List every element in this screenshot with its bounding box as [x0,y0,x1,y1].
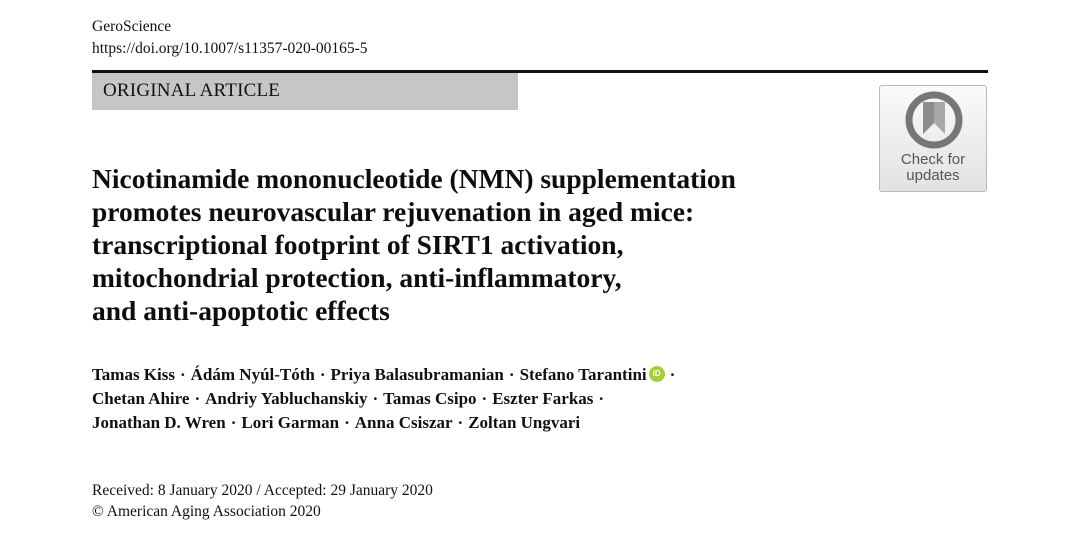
title-line: and anti-apoptotic effects [92,295,390,326]
author-name[interactable]: Anna Csiszar [354,413,453,432]
author-name[interactable]: Lori Garman [241,413,340,432]
badge-label-line1: Check for [900,151,966,168]
author-name[interactable]: Eszter Farkas [492,389,594,408]
author-line [92,411,680,435]
author-name[interactable]: Zoltan Ungvari [468,413,581,432]
author-separator: · [194,389,201,408]
author-line [92,363,680,387]
title-line: mitochondrial protection, anti-inflammatory, [92,262,622,293]
author-name[interactable]: Jonathan D. Wren [92,413,226,432]
author-line [92,387,680,411]
author-separator: · [669,365,676,384]
author-separator: · [319,365,326,384]
author-separator: · [598,389,605,408]
author-name[interactable]: Priya Balasubramanian [330,365,504,384]
article-title [92,162,852,327]
author-name[interactable]: Tamas Kiss [92,365,175,384]
article-type-banner: ORIGINAL ARTICLE [92,73,518,110]
author-list [92,363,680,435]
author-separator: · [179,365,186,384]
author-name[interactable]: Ádám Nyúl-Tóth [190,365,315,384]
author-name[interactable]: Andriy Yabluchanskiy [205,389,368,408]
author-separator: · [481,389,488,408]
title-line: promotes neurovascular rejuvenation in aged mice: [92,196,695,227]
orcid-icon[interactable]: iD [649,366,665,382]
author-separator: · [230,413,237,432]
received-accepted-dates: Received: 8 January 2020 / Accepted: 29 January 2020 [92,482,433,499]
title-line: Nicotinamide mononucleotide (NMN) supplementation [92,163,736,194]
author-name[interactable]: Tamas Csipo [383,389,477,408]
author-separator: · [508,365,515,384]
author-name[interactable]: Stefano Tarantini [519,365,647,384]
check-for-updates-button[interactable] [879,85,987,192]
author-separator: · [457,413,464,432]
author-separator: · [344,413,350,432]
author-separator: · [372,389,379,408]
badge-label-line2: updates [906,167,960,184]
doi-link[interactable]: https://doi.org/10.1007/s11357-020-00165-5 [92,40,368,57]
crossmark-icon [904,90,964,150]
journal-name: GeroScience [92,18,172,35]
title-line: transcriptional footprint of SIRT1 activation, [92,229,624,260]
author-name[interactable]: Chetan Ahire [92,389,190,408]
copyright-notice: © American Aging Association 2020 [92,503,321,520]
